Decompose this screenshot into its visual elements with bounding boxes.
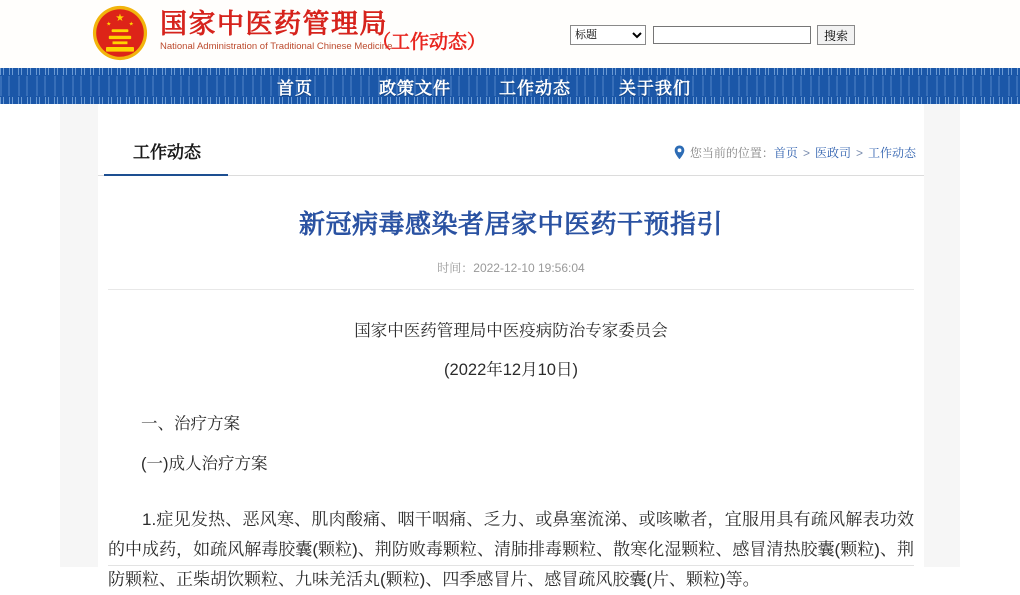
breadcrumb-separator: > xyxy=(802,145,810,160)
svg-text:★: ★ xyxy=(128,21,134,28)
national-emblem-icon xyxy=(92,5,148,61)
article-date-line: (2022年12月10日) xyxy=(444,361,578,379)
breadcrumb-link-dept[interactable]: 医政司 xyxy=(814,146,851,160)
content-shell xyxy=(60,104,960,589)
breadcrumb-link-home[interactable]: 首页 xyxy=(773,146,798,160)
breadcrumb xyxy=(673,144,916,163)
section-divider xyxy=(98,175,924,176)
search-button[interactable]: 搜索 xyxy=(817,25,855,45)
article-title: 新冠病毒感染者居家中医药干预指引 xyxy=(298,209,723,239)
section-hint-label: （工作动态） xyxy=(372,32,487,53)
article-heading-1: 一、治疗方案 xyxy=(141,415,240,433)
search-bar xyxy=(570,25,855,45)
article-meta xyxy=(108,259,914,290)
article xyxy=(98,204,924,595)
breadcrumb-separator: > xyxy=(855,145,863,160)
page-section-title: 工作动态 xyxy=(133,143,201,162)
site-subtitle: National Administration of Traditional Chinese Medicine xyxy=(160,41,393,52)
breadcrumb-link-current[interactable]: 工作动态 xyxy=(867,146,916,160)
bottom-divider xyxy=(108,565,914,566)
svg-text:★: ★ xyxy=(106,21,112,28)
site-header xyxy=(0,0,1020,68)
location-pin-icon xyxy=(673,145,686,160)
search-field-select[interactable] xyxy=(570,25,646,45)
nav-item-about[interactable]: 关于我们 xyxy=(619,78,691,98)
site-title: 国家中医药管理局 xyxy=(160,9,388,39)
article-paragraph: 1.症见发热、恶风寒、肌肉酸痛、咽干咽痛、乏力、或鼻塞流涕、或咳嗽者，宜服用具有疏风解表功效的中成药，如疏风解毒胶囊(颗粒)、荆防败毒颗粒、清肺排毒颗粒、散寒化湿颗粒、感冒清热胶囊(颗粒)、荆防颗粒、正柴胡饮颗粒、九味羌活丸(颗粒)、四季感冒片、感冒疏风胶囊(片、颗粒)等。 xyxy=(108,510,914,589)
nav-item-home[interactable]: 首页 xyxy=(277,78,313,98)
card-head xyxy=(98,104,924,175)
article-time-value: 2022-12-10 19:56:04 xyxy=(473,261,585,275)
article-author-line: 国家中医药管理局中医疫病防治专家委员会 xyxy=(354,322,668,340)
svg-text:★: ★ xyxy=(115,12,125,24)
site-logo[interactable] xyxy=(92,5,392,61)
content-card xyxy=(98,104,924,589)
article-time-label: 时间： xyxy=(437,261,474,275)
nav-item-work-news[interactable]: 工作动态 xyxy=(499,78,571,98)
nav-item-policy[interactable]: 政策文件 xyxy=(379,78,451,98)
breadcrumb-prefix: 您当前的位置： xyxy=(689,146,774,160)
search-input[interactable] xyxy=(653,26,811,44)
article-heading-2: (一)成人治疗方案 xyxy=(141,455,268,473)
active-tab-underline xyxy=(104,174,228,176)
main-nav xyxy=(0,68,1020,104)
